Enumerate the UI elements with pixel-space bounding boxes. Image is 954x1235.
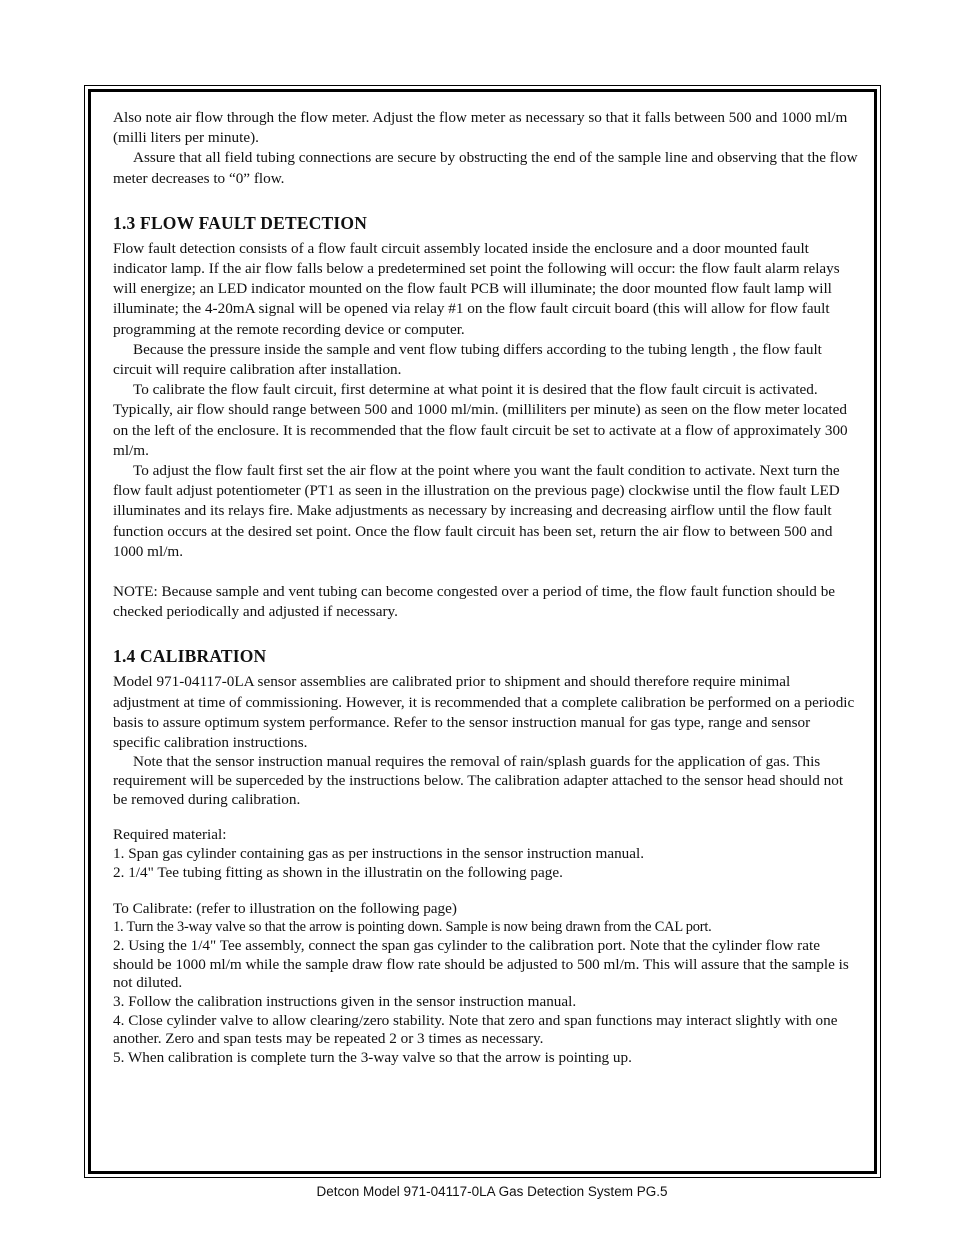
calibration-step: 5. When calibration is complete turn the 3-way valve so that the arrow is pointing up. <box>113 1049 632 1067</box>
spacer <box>113 562 858 582</box>
page-footer: Detcon Model 971-04117-0LA Gas Detection System PG.5 <box>316 1184 668 1199</box>
calibration-step: 1. Turn the 3-way valve so that the arrow is pointing down. Sample is now being drawn from the CAL port. <box>113 919 712 936</box>
spacer <box>113 883 858 900</box>
flow-fault-paragraph-3: To calibrate the flow fault circuit, first determine at what point it is desired that the flow fault circuit is activated. Typically, air flow should range between 500 and 1000 ml/min. (milliliters per minute) as seen on the flow meter located on the left of the enclosure. It is recommended that the flow fault circuit be set to activate at a flow of approximately 300 ml/m. <box>113 381 848 459</box>
spacer <box>113 809 858 826</box>
required-material-label: Required material: <box>113 826 227 844</box>
calibration-step: 2. Using the 1/4" Tee assembly, connect the span gas cylinder to the calibration port. Note that the cylinder flow rate should be 1000 ml/m while the sample draw flow rate should be adjusted to 500 ml/m. This will assure that the sample is not diluted. <box>113 936 849 992</box>
calibration-body <box>113 753 858 1068</box>
intro-paragraph-2: Assure that all field tubing connections are secure by obstructing the end of the sample line and observing that the flow meter decreases to “0” flow. <box>113 149 858 187</box>
required-item: 1. Span gas cylinder containing gas as per instructions in the sensor instruction manual. <box>113 845 645 863</box>
flow-fault-heading: 1.3 FLOW FAULT DETECTION <box>113 212 368 233</box>
calibration-step: 3. Follow the calibration instructions given in the sensor instruction manual. <box>113 993 577 1011</box>
calibration-paragraph-1: Model 971-04117-0LA sensor assemblies are calibrated prior to shipment and should therefore require minimal adjustment at time of commissioning. However, it is recommended that a complete calibration be performed on a periodic basis to assure optimum system performance. Refer to the sensor instruction manual for gas type, range and sensor specific calibration instructions. <box>113 673 855 752</box>
calibration-paragraph-2: Note that the sensor instruction manual requires the removal of rain/splash guards for the application of gas. This requirement will be superceded by the instructions below. The calibration adapter attached to the sensor head should not be removed during calibration. <box>113 753 844 808</box>
flow-fault-paragraph-4: To adjust the flow fault first set the air flow at the point where you want the fault condition to activate. Next turn the flow fault adjust potentiometer (PT1 as seen in the illustration on the previous page) clockwise until the flow fault LED illuminates and its relays fire. Make adjustments as necessary by increasing and decreasing airflow until the flow fault function occurs at the desired set point. Once the flow fault circuit has been set, return the air flow to between 500 and 1000 ml/m. <box>113 462 840 560</box>
page-content <box>113 108 858 1068</box>
to-calibrate-label: To Calibrate: (refer to illustration on the following page) <box>113 899 457 917</box>
flow-fault-paragraph-2: Because the pressure inside the sample and vent flow tubing differs according to the tubing length , the flow fault circuit will require calibration after installation. <box>113 340 822 379</box>
flow-fault-note: NOTE: Because sample and vent tubing can become congested over a period of time, the flow fault function should be checked periodically and adjusted if necessary. <box>113 583 836 621</box>
flow-fault-paragraph-1: Flow fault detection consists of a flow fault circuit assembly located inside the enclosure and a door mounted fault indicator lamp. If the air flow falls below a predetermined set point the following will occur: the flow fault alarm relays will energize; an LED indicator mounted on the flow fault PCB will illuminate; the door mounted flow fault lamp will illuminate; the 4-20mA signal will be opened via relay #1 on the flow fault circuit board (this will allow for flow fault programming at the remote recording device or computer. <box>113 239 840 338</box>
required-item: 2. 1/4" Tee tubing fitting as shown in the illustratin on the following page. <box>113 863 563 881</box>
calibration-step: 4. Close cylinder valve to allow clearing/zero stability. Note that zero and span functions may interact slightly with one another. Zero and span tests may be repeated 2 or 3 times as necessary. <box>113 1011 838 1048</box>
calibration-heading: 1.4 CALIBRATION <box>113 646 267 667</box>
intro-paragraph-1: Also note air flow through the flow meter. Adjust the flow meter as necessary so that it falls between 500 and 1000 ml/m (milli liters per minute). <box>113 109 848 147</box>
